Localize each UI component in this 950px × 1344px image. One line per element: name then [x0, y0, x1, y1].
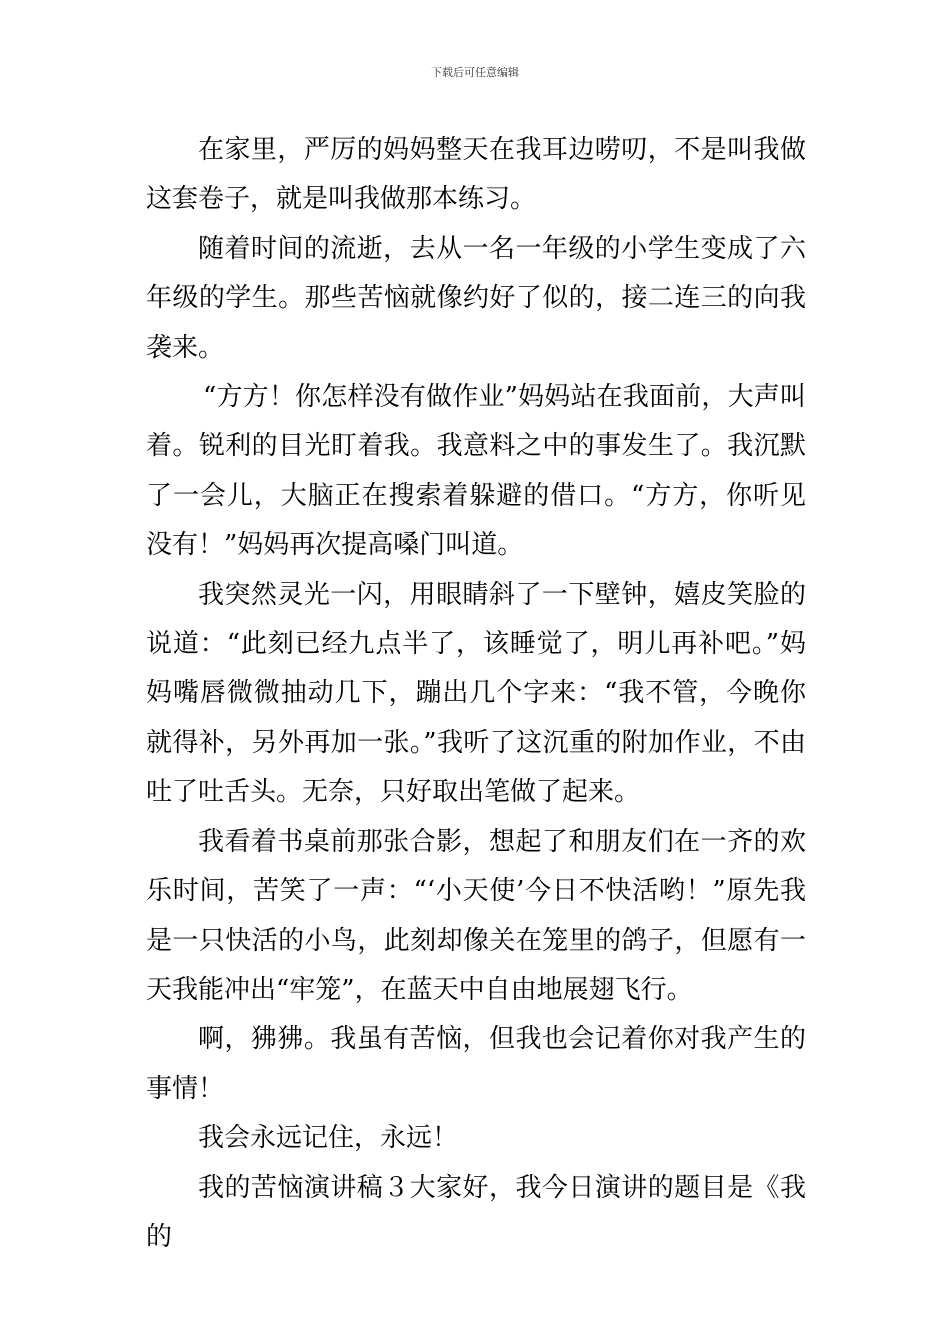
paragraph: “方方！你怎样没有做作业”妈妈站在我面前，大声叫着。锐利的目光盯着我。我意料之中的事发生了。我沉默了一会儿，大脑正在搜索着躲避的借口。“方方，你听见没有！”妈妈再次提高嗓门叫道。 [146, 382, 806, 561]
document-body [146, 126, 806, 1262]
paragraph: 啊，狒狒。我虽有苦恼，但我也会记着你对我产生的事情！ [146, 1024, 806, 1104]
paragraph: 我突然灵光一闪，用眼睛斜了一下壁钟，嬉皮笑脸的说道：“此刻已经九点半了，该睡觉了，明儿再补吧。”妈妈嘴唇微微抽动几下，蹦出几个字来：“我不管，今晚你就得补，另外再加一张。”我听了这沉重的附加作业，不由吐了吐舌头。无奈，只好取出笔做了起来。 [146, 579, 806, 808]
paragraph: 随着时间的流逝，去从一名一年级的小学生变成了六年级的学生。那些苦恼就像约好了似的，接二连三的向我袭来。 [146, 233, 806, 363]
page-header-note: 下载后可任意编辑 [431, 66, 519, 79]
paragraph: 我看着书桌前那张合影，想起了和朋友们在一齐的欢乐时间，苦笑了一声：“‘小天使’今日不快活哟！”原先我是一只快活的小鸟，此刻却像关在笼里的鸽子，但愿有一天我能冲出“牢笼”，在蓝天中自由地展翅飞行。 [146, 826, 806, 1005]
paragraph: 我会永远记住，永远！ [198, 1123, 459, 1154]
paragraph: 在家里，严厉的妈妈整天在我耳边唠叨，不是叫我做这套卷子，就是叫我做那本练习。 [146, 135, 806, 215]
paragraph: 我的苦恼演讲稿３大家好，我今日演讲的题目是《我的 [146, 1172, 806, 1252]
